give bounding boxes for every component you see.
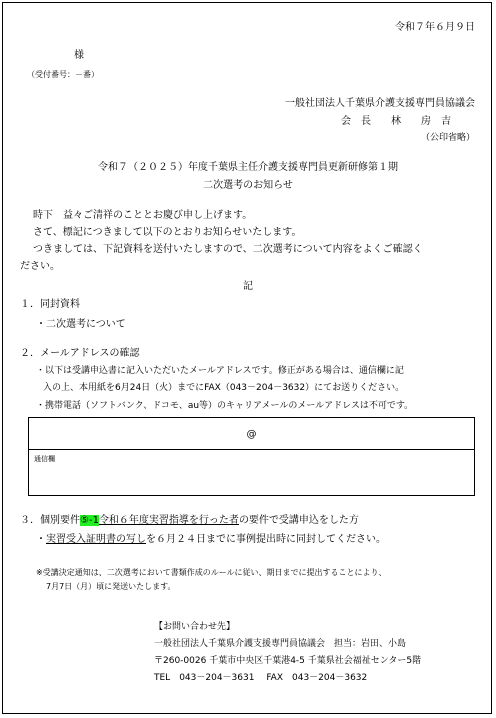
contact-organization: 一般社団法人千葉県介護支援専門員協議会 担当：岩田、小島 <box>154 639 407 649</box>
section3-bullet-mark: ・ <box>36 534 46 545</box>
requirement-code-highlight: ⑤-1 <box>80 515 99 526</box>
instruction-paragraph-line2: ださい。 <box>20 261 60 272</box>
section3-heading-prefix: ３．個別要件 <box>20 515 80 526</box>
notes-field-label: 通信欄 <box>34 455 55 463</box>
section2-bullet2: ・携帯電話（ソフトバンク、ドコモ、au等）のキャリアメールのメールアドレスは不可です。 <box>36 401 414 411</box>
section2-heading: ２．メールアドレスの確認 <box>20 348 140 359</box>
sender-president: 会 長 林 房 吉 <box>341 116 451 127</box>
section3-heading-suffix: の要件で受講申込をした方 <box>238 515 359 526</box>
contact-heading: 【お問い合わせ先】 <box>154 622 236 632</box>
greeting-paragraph: 時下 益々ご清祥のこととお慶び申し上げます。 <box>33 210 253 221</box>
notes-field[interactable] <box>29 464 474 494</box>
footnote-line2: 7月7日（月）頃に発送いたします。 <box>46 582 176 591</box>
section2-bullet1-line2: 入の上、本用紙を6月24日（火）までにFAX（043－204－3632）にてお送りください。 <box>43 383 405 393</box>
email-table <box>28 417 475 496</box>
receipt-number: （受付番号：－番） <box>27 70 99 79</box>
requirement-name: 令和６年度実習指導を行った者 <box>98 515 239 526</box>
recipient-honorific: 様 <box>74 50 84 61</box>
section3-bullet <box>36 535 386 545</box>
sender-organization: 一般社団法人千葉県介護支援専門員協議会 <box>285 98 475 109</box>
section1-item: ・二次選考について <box>36 319 126 330</box>
certificate-copy-text: 実習受入証明書の写し <box>46 534 146 545</box>
email-address-cell[interactable]: @ <box>246 429 257 440</box>
section2-bullet1-line1: ・以下は受講申込書に記入いただいたメールアドレスです。修正がある場合は、通信欄に記 <box>36 366 404 376</box>
section1-heading: １．同封資料 <box>20 299 80 310</box>
document-page <box>2 2 492 714</box>
email-table-divider <box>29 449 474 450</box>
footnote-line1: ※受講決定通知は、二次選考において書類作成のルールに従い、期日までに提出することにより、 <box>36 568 387 577</box>
document-date: 令和７年６月９日 <box>395 22 475 33</box>
notice-title: 令和７（２０２５）年度千葉県主任介護支援専門員更新研修第１期 <box>98 162 398 173</box>
section3-heading <box>20 516 359 526</box>
seal-omitted-note: （公印省略） <box>420 133 475 143</box>
contact-phone-fax: TEL 043－204－3631 FAX 043－204－3632 <box>154 673 368 683</box>
instruction-paragraph-line1: つきましては、下記資料を送付いたしますので、二次選考について内容をよくご確認く <box>33 244 423 255</box>
ki-heading: 記 <box>243 281 253 292</box>
notice-subtitle: 二次選考のお知らせ <box>203 180 293 191</box>
intro-paragraph: さて、標記につきまして以下のとおりお知らせいたします。 <box>33 227 302 238</box>
contact-address: 〒260-0026 千葉市中央区千葉港4-5 千葉県社会福祉センター5階 <box>154 656 422 666</box>
section3-bullet-rest: を６月２４日までに事例提出時に同封してください。 <box>146 534 386 545</box>
